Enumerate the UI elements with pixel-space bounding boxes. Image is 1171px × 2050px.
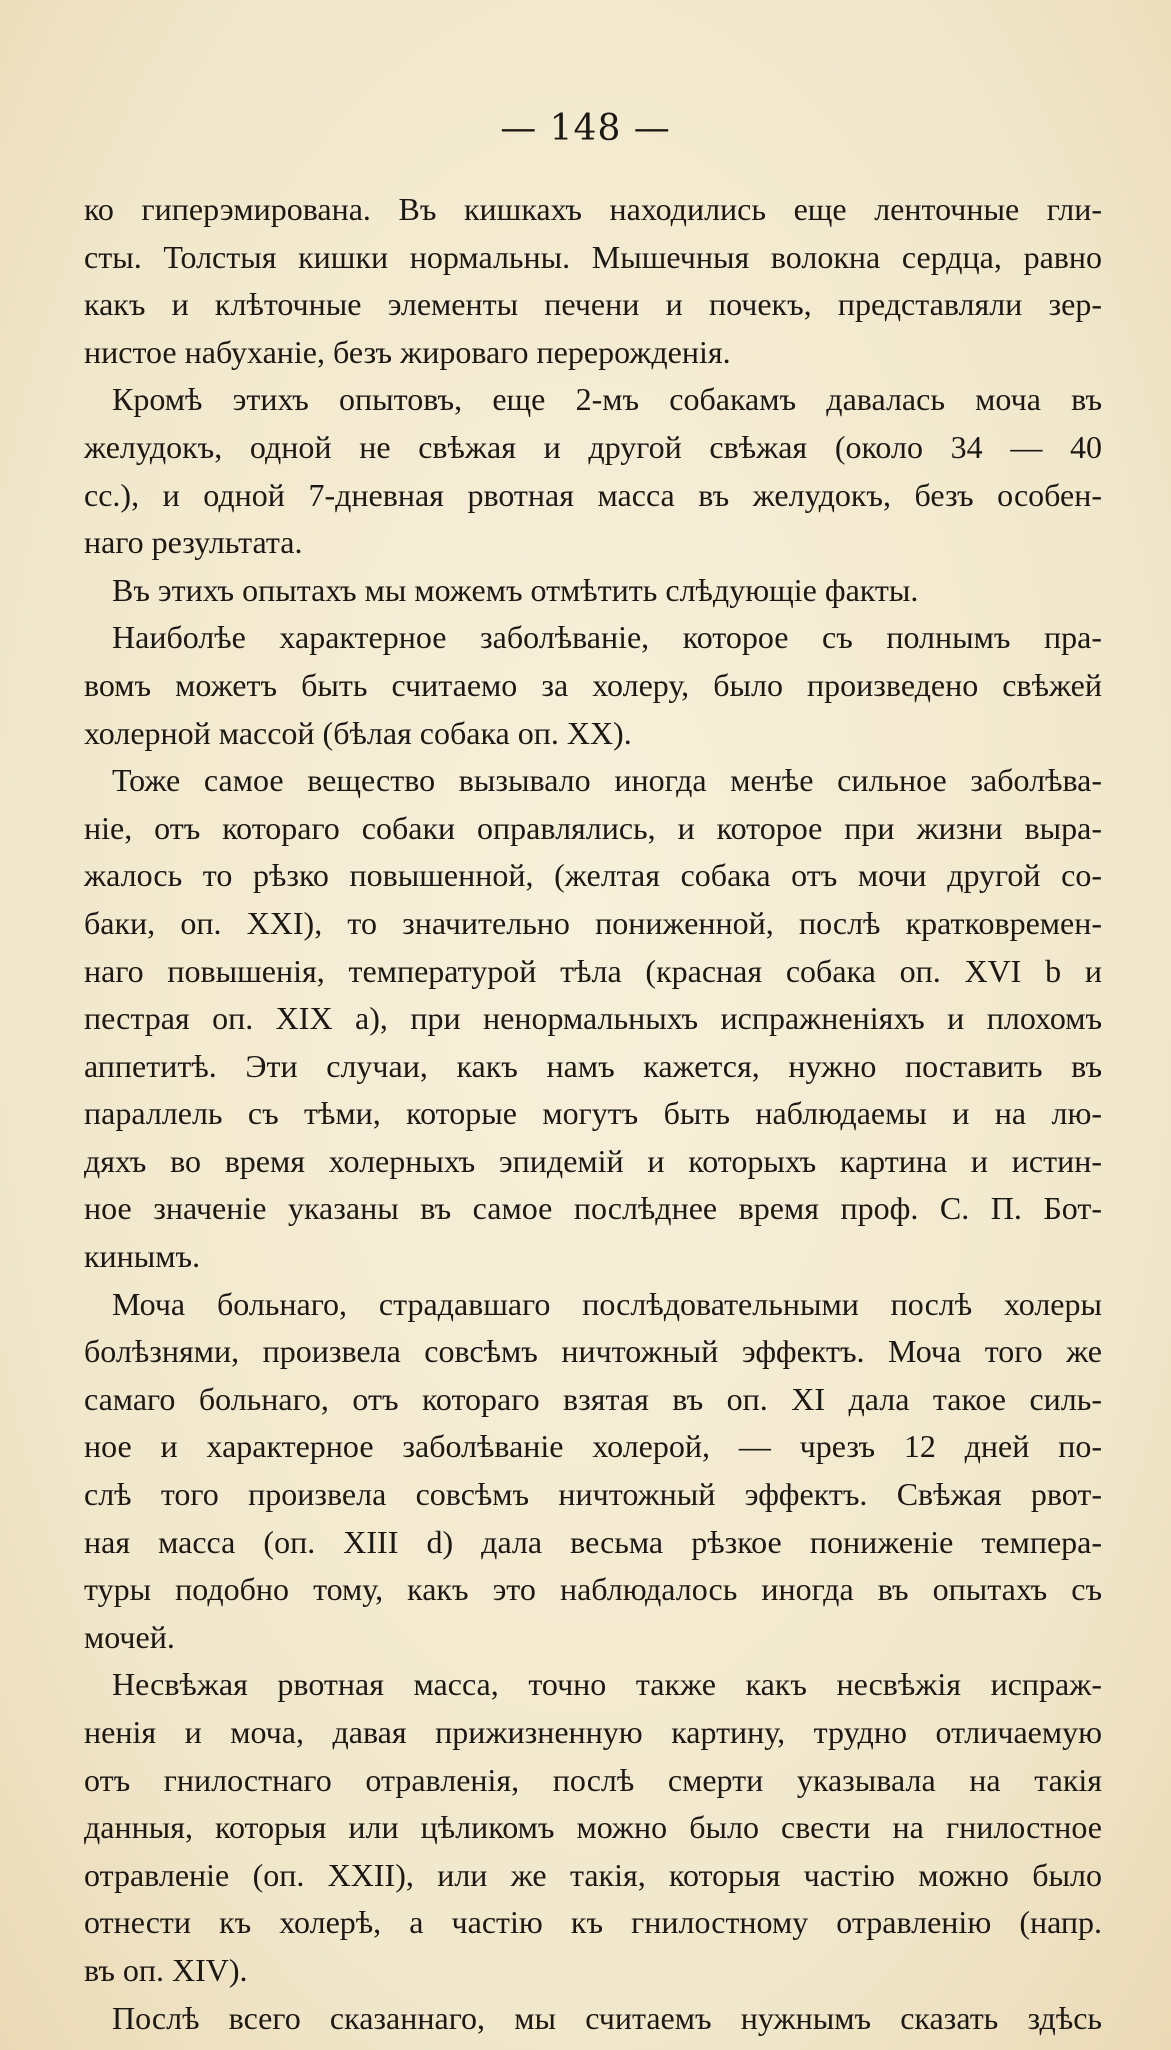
text-line: отравленіе (оп. XXII), или же такія, которыя частію можно было (84, 1856, 1102, 1893)
text-line: наго результата. (84, 524, 303, 561)
text-line: наго повышенія, температурой тѣла (красная собака оп. XVI b и (84, 952, 1102, 989)
text-line: Несвѣжая рвотная масса, точно также какъ несвѣжія испраж- (112, 1666, 1102, 1703)
text-line: болѣзнями, произвела совсѣмъ ничтожный эффектъ. Моча того же (84, 1333, 1102, 1370)
text-line: отнести къ холерѣ, а частію къ гнилостному отравленію (напр. (84, 1904, 1102, 1941)
text-line: нистое набуханіе, безъ жироваго перерожденія. (84, 333, 731, 370)
text-line: какъ и клѣточные элементы печени и почекъ, представляли зер- (84, 286, 1102, 323)
text-line: отъ гнилостнаго отравленія, послѣ смерти указывала на такія (84, 1761, 1102, 1798)
body-text (84, 186, 1102, 2042)
text-line: Въ этихъ опытахъ мы можемъ отмѣтить слѣдующіе факты. (112, 571, 919, 608)
text-line: сс.), и одной 7-дневная рвотная масса въ желудокъ, безъ особен- (84, 476, 1102, 513)
text-line: слѣ того произвела совсѣмъ ничтожный эффектъ. Свѣжая рвот- (84, 1476, 1102, 1513)
text-line: въ оп. XIV). (84, 1951, 248, 1988)
text-line: аппетитѣ. Эти случаи, какъ намъ кажется, нужно поставить въ (84, 1047, 1102, 1084)
text-line: ное значеніе указаны въ самое послѣднее время проф. С. П. Бот- (84, 1190, 1102, 1227)
text-line: Наиболѣе характерное заболѣваніе, которое съ полнымъ пра- (112, 619, 1102, 656)
text-line: туры подобно тому, какъ это наблюдалось иногда въ опытахъ съ (84, 1571, 1102, 1608)
text-line: данныя, которыя или цѣликомъ можно было свести на гнилостное (84, 1809, 1102, 1846)
text-line: ное и характерное заболѣваніе холерой, — чрезъ 12 дней по- (84, 1428, 1102, 1465)
text-line: параллель съ тѣми, которые могутъ быть наблюдаемы и на лю- (84, 1095, 1102, 1132)
text-line: холерной массой (бѣлая собака оп. XX). (84, 714, 632, 751)
text-line: мочей. (84, 1618, 175, 1655)
text-line: дяхъ во время холерныхъ эпидемій и которыхъ картина и истин- (84, 1142, 1102, 1179)
text-line: кинымъ. (84, 1238, 201, 1275)
text-line: желудокъ, одной не свѣжая и другой свѣжая (около 34 — 40 (84, 428, 1102, 465)
text-line: ненія и моча, давая прижизненную картину, трудно отличаемую (84, 1714, 1102, 1750)
text-line: ко гиперэмирована. Въ кишкахъ находились еще ленточные гли- (84, 191, 1102, 227)
text-line: жалось то рѣзко повышенной, (желтая собака отъ мочи другой со- (84, 857, 1102, 894)
text-line: Моча больнаго, страдавшаго послѣдовательными послѣ холеры (112, 1285, 1102, 1322)
text-line: самаго больнаго, отъ котораго взятая въ оп. XI дала такое силь- (84, 1380, 1102, 1417)
text-line: сты. Толстыя кишки нормальны. Мышечныя волокна сердца, равно (84, 238, 1102, 275)
text-line: ніе, отъ котораго собаки оправлялись, и которое при жизни выра- (84, 809, 1102, 846)
text-line: Тоже самое вещество вызывало иногда менѣе сильное заболѣва- (112, 762, 1102, 799)
page-number: — 148 — (500, 108, 671, 149)
text-line: баки, оп. XXI), то значительно пониженной, послѣ кратковремен- (84, 904, 1102, 941)
text-line: ная масса (оп. XIII d) дала весьма рѣзкое пониженіе темпера- (84, 1523, 1102, 1560)
text-line: Послѣ всего сказаннаго, мы считаемъ нужнымъ сказать здѣсь (112, 1999, 1102, 2036)
text-line: вомъ можетъ быть считаемо за холеру, было произведено свѣжей (84, 666, 1102, 703)
text-line: пестрая оп. XIX a), при ненормальныхъ испражненіяхъ и плохомъ (84, 1000, 1102, 1037)
text-line: Кромѣ этихъ опытовъ, еще 2-мъ собакамъ давалась моча въ (112, 381, 1102, 418)
